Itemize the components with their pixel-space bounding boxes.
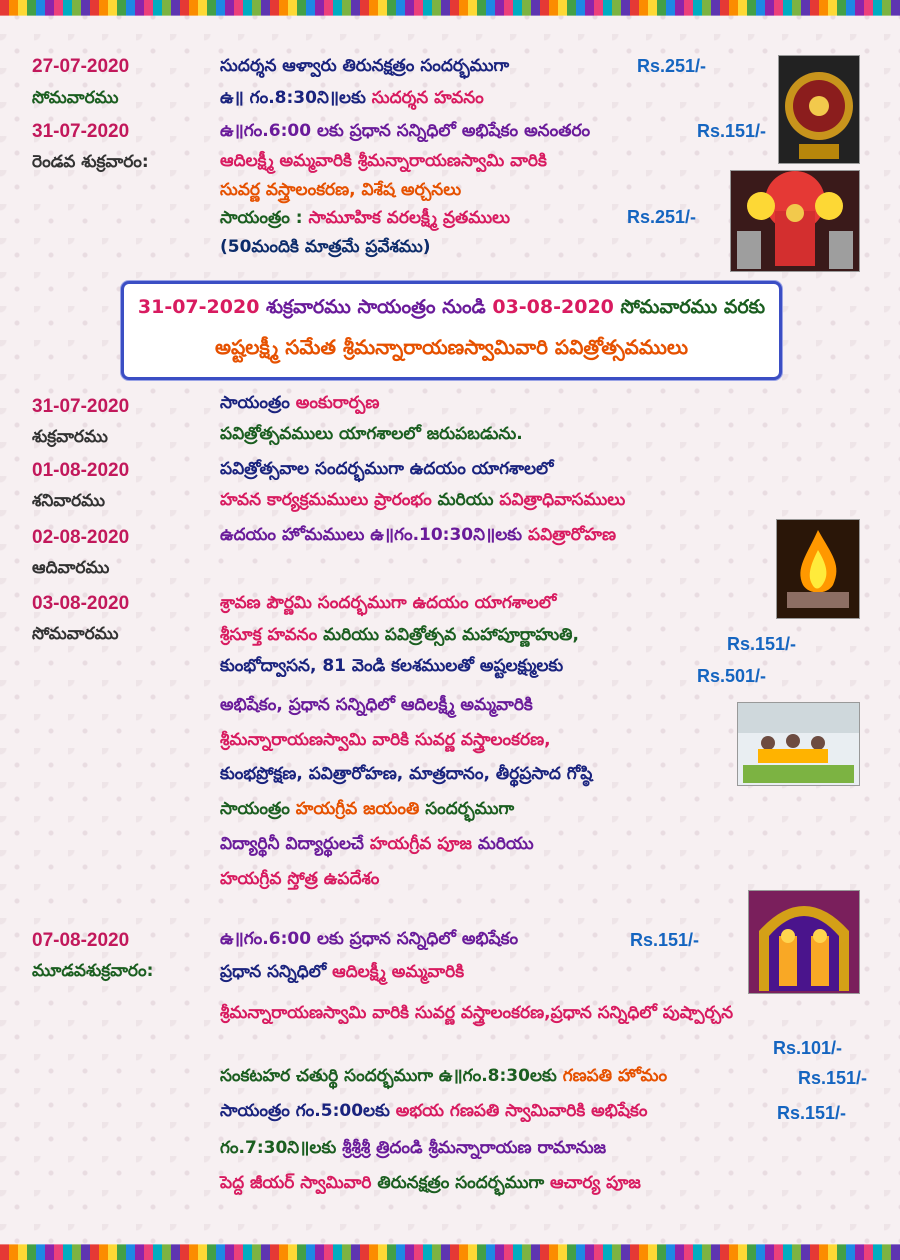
- top-pencil-border: [0, 0, 900, 26]
- price-label: Rs.151/-: [777, 1103, 847, 1123]
- event-text: విద్యార్థినీ విద్యార్థులచే హయగ్రీవ పూజ మరియు: [220, 834, 534, 854]
- banner-line-2: అష్టలక్ష్మీ సమేత శ్రీమన్నారాయణస్వామివారి పవిత్రోత్సవములు: [214, 335, 688, 359]
- price-label: Rs.151/-: [727, 634, 797, 654]
- event-text: శ్రీసూక్త హవనం మరియు పవిత్రోత్సవ మహాపూర్ణాహుతి,: [220, 625, 579, 645]
- event-text: ఉ॥గం.6:00 లకు ప్రధాన సన్నిధిలో అభిషేకం అనంతరం: [220, 121, 591, 141]
- event-text: కుంభోద్వాసన, 81 వెండి కలశములతో అష్టలక్ష్ములకు: [220, 656, 564, 676]
- date-07-08: 07-08-2020: [32, 930, 130, 951]
- event-text: ఉ॥గం.6:00 లకు ప్రధాన సన్నిధిలో అభిషేకం: [220, 929, 519, 949]
- banner-line-1: 31-07-2020 శుక్రవారము సాయంత్రం నుండి 03-08-2020 సోమవారము వరకు: [137, 296, 766, 318]
- event-text: ప్రధాన సన్నిధిలో ఆదిలక్ష్మీ అమ్మవారికి: [220, 962, 465, 982]
- date-31-07-b: 31-07-2020: [32, 396, 130, 417]
- pavitrotsavam-banner: [121, 281, 782, 380]
- date-27-07: 27-07-2020: [32, 56, 130, 77]
- event-text: హవన కార్యక్రమములు ప్రారంభం మరియు పవిత్రాధివాసములు: [220, 490, 626, 510]
- event-text: కుంభప్రోక్షణ, పవిత్రారోహణ, మాత్రదానం, తీర్థప్రసాద గోష్ఠి: [220, 764, 593, 784]
- price-label: Rs.251/-: [637, 56, 707, 76]
- event-text: శ్రీమన్నారాయణస్వామి వారికి సువర్ణ వస్త్రాలంకరణ,: [220, 730, 551, 750]
- sudarshana-photo: [778, 55, 860, 164]
- event-text: పవిత్రోత్సవములు యాగశాలలో జరుపబడును.: [220, 424, 523, 444]
- price-label: Rs.151/-: [697, 121, 767, 141]
- event-text: పెద్ద జీయర్ స్వామివారి తిరునక్షత్రం సందర్భముగా ఆచార్య పూజ: [220, 1173, 641, 1193]
- deity-arch-photo: [748, 890, 860, 994]
- event-text: అభిషేకం, ప్రధాన సన్నిధిలో ఆదిలక్ష్మీ అమ్మవారికి: [220, 695, 533, 715]
- event-text: సాయంత్రం : సామూహిక వరలక్ష్మీ వ్రతములు: [220, 208, 511, 228]
- date-31-07: 31-07-2020: [32, 121, 130, 142]
- bottom-pencil-border: [0, 1234, 900, 1260]
- event-text: సువర్ణ వస్త్రాలంకరణ, విశేష అర్చనలు: [220, 180, 462, 200]
- event-text: సాయంత్రం హయగ్రీవ జయంతి సందర్భముగా: [220, 799, 515, 819]
- date-01-08: 01-08-2020: [32, 460, 130, 481]
- event-text: శ్రీమన్నారాయణస్వామి వారికి సువర్ణ వస్త్రాలంకరణ,ప్రధాన సన్నిధిలో పుష్పార్చన: [220, 1003, 734, 1023]
- weekday-label: మూడవశుక్రవారం:: [32, 961, 154, 981]
- weekday-label: రెండవ శుక్రవారం:: [32, 152, 149, 172]
- weekday-label: సోమవారము: [32, 88, 119, 108]
- homam-fire-photo: [776, 519, 860, 619]
- weekday-label: సోమవారము: [32, 624, 119, 644]
- event-text: (50మందికి మాత్రమే ప్రవేశము): [220, 237, 431, 257]
- weekday-label: శనివారము: [32, 491, 106, 511]
- varalakshmi-photo: [730, 170, 860, 272]
- price-label: Rs.501/-: [697, 666, 767, 686]
- price-label: Rs.251/-: [627, 207, 697, 227]
- weekday-label: ఆదివారము: [32, 558, 110, 578]
- event-text: శ్రావణ పౌర్ణమి సందర్భముగా ఉదయం యాగశాలలో: [220, 593, 557, 613]
- event-text: సాయంత్రం అంకురార్పణ: [220, 393, 380, 413]
- event-text: సుదర్శన ఆళ్వారు తిరునక్షత్రం సందర్భముగా: [220, 56, 510, 76]
- event-text: ఉదయం హోమములు ఉ॥గం.10:30ని॥లకు పవిత్రారోహణ: [220, 525, 616, 545]
- weekday-label: శుక్రవారము: [32, 427, 108, 447]
- event-text: ఆదిలక్ష్మీ అమ్మవారికి శ్రీమన్నారాయణస్వామి వారికి: [220, 151, 547, 171]
- event-text: సంకటహర చతుర్థి సందర్భముగా ఉ॥గం.8:30లకు గణపతి హోమం: [220, 1066, 668, 1086]
- price-label: Rs.151/-: [798, 1068, 868, 1088]
- date-03-08: 03-08-2020: [32, 593, 130, 614]
- event-text: గం.7:30ని॥లకు శ్రీశ్రీశ్రీ త్రిదండి శ్రీమన్నారాయణ రామానుజ: [220, 1138, 607, 1158]
- event-text: ఉ॥ గం.8:30ని॥లకు సుదర్శన హవనం: [220, 88, 484, 108]
- price-label: Rs.151/-: [630, 930, 700, 950]
- price-label: Rs.101/-: [773, 1038, 843, 1058]
- yagasala-photo: [737, 702, 860, 786]
- event-text: పవిత్రోత్సవాల సందర్భముగా ఉదయం యాగశాలలో: [220, 459, 554, 479]
- event-text: సాయంత్రం గం.5:00లకు అభయ గణపతి స్వామివారికి అభిషేకం: [220, 1101, 648, 1121]
- date-02-08: 02-08-2020: [32, 527, 130, 548]
- event-text: హయగ్రీవ స్తోత్ర ఉపదేశం: [220, 869, 380, 889]
